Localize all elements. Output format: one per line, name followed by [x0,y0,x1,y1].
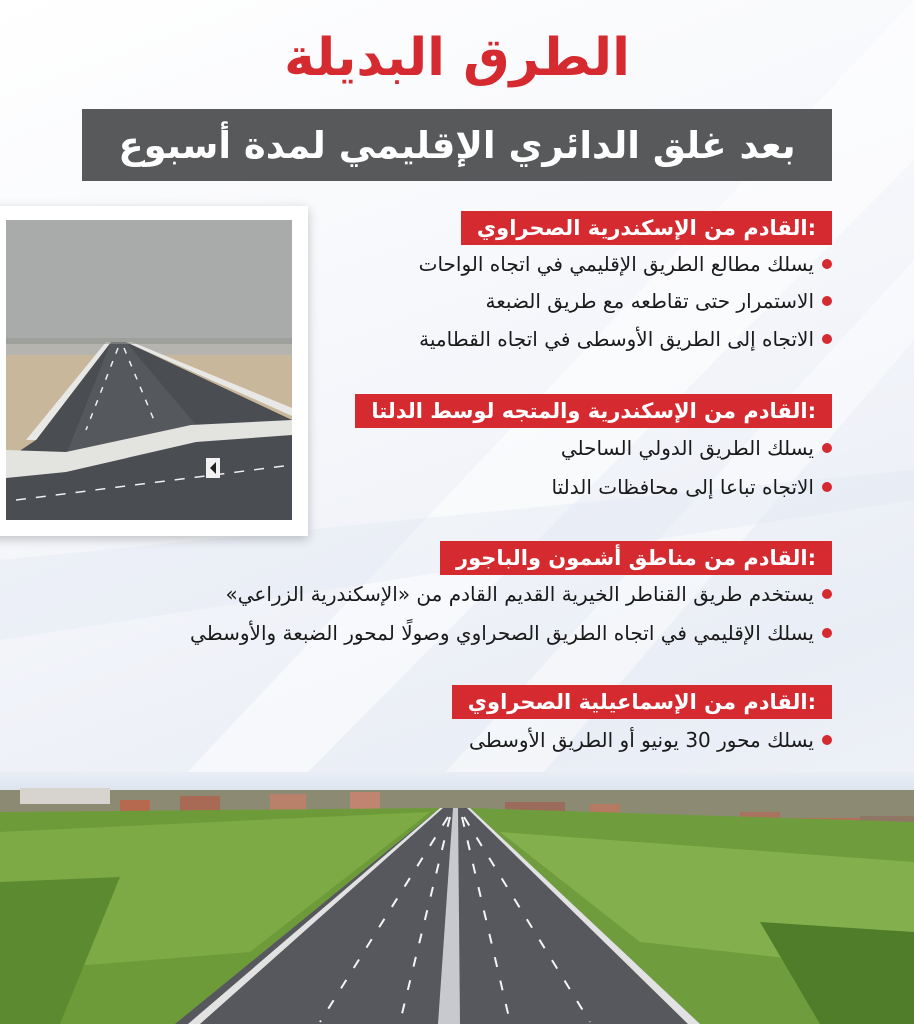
list-item-text: يسلك الإقليمي في اتجاه الطريق الصحراوي وصولًا لمحور الضبعة والأوسطي [190,621,814,645]
section-label-ashmoun: القادم من مناطق أشمون والباجور: [440,541,832,575]
bullet-dot-icon [822,334,832,344]
list-item [469,728,832,752]
list-item [419,327,832,351]
bullet-dot-icon [822,482,832,492]
highway-interchange-image [6,220,292,520]
bullet-dot-icon [822,628,832,638]
list-item-text: الاستمرار حتى تقاطعه مع طريق الضبعة [485,289,814,313]
list-item-text: الاتجاه تباعا إلى محافظات الدلتا [551,475,814,499]
bullet-dot-icon [822,259,832,269]
bullet-dot-icon [822,735,832,745]
main-title: الطرق البديلة [284,28,630,88]
list-item-text: يستخدم طريق القناطر الخيرية القديم القادم من «الإسكندرية الزراعي» [225,582,814,606]
list-item-text: يسلك الطريق الدولي الساحلي [560,436,814,460]
section-label-alex-desert: القادم من الإسكندرية الصحراوي: [461,211,832,245]
list-item-text: يسلك محور 30 يونيو أو الطريق الأوسطى [469,728,814,752]
section-label-alex-delta: القادم من الإسكندرية والمتجه لوسط الدلتا: [355,394,832,428]
list-item-text: يسلك مطالع الطريق الإقليمي في اتجاه الواحات [418,252,814,276]
bullet-dot-icon [822,296,832,306]
list-item [190,621,832,645]
bullet-dot-icon [822,443,832,453]
list-item [552,475,832,499]
list-item [419,252,832,276]
subtitle-banner: بعد غلق الدائري الإقليمي لمدة أسبوع [82,109,832,181]
highway-landscape-image [0,772,914,1024]
list-item-text: الاتجاه إلى الطريق الأوسطى في اتجاه القطامية [419,327,814,351]
list-item [561,436,832,460]
section-label-ismailia: القادم من الإسماعيلية الصحراوي: [452,685,832,719]
list-item [486,289,832,313]
road-photo [0,206,308,536]
list-item [225,582,832,606]
bullet-dot-icon [822,589,832,599]
